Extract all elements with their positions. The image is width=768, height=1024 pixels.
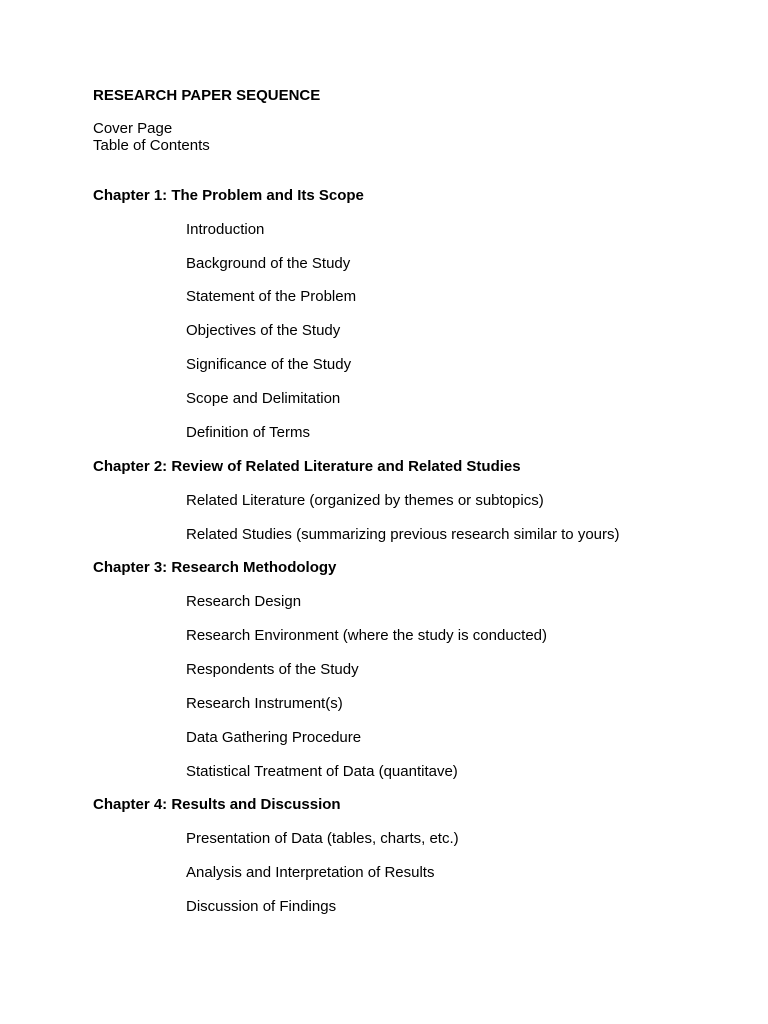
section-item: Significance of the Study (186, 356, 352, 374)
section-item: Presentation of Data (tables, charts, etc.) (186, 830, 459, 848)
section-item: Background of the Study (186, 254, 351, 272)
section-item: Analysis and Interpretation of Results (186, 864, 435, 881)
section-item: Data Gathering Procedure (186, 728, 362, 746)
section-item: Introduction (186, 220, 265, 238)
front-matter-item-cover-page: Cover Page (93, 120, 173, 137)
section-item: Related Studies (summarizing previous research similar to yours) (186, 525, 620, 543)
section-item: Objectives of the Study (186, 322, 341, 340)
section-item: Research Environment (where the study is conducted) (186, 626, 548, 644)
section-item: Respondents of the Study (186, 660, 359, 678)
section-item: Related Literature (organized by themes or subtopics) (186, 491, 544, 509)
chapter-heading: Chapter 3: Research Methodology (93, 559, 337, 577)
section-item: Research Instrument(s) (186, 694, 343, 712)
document-title: RESEARCH PAPER SEQUENCE (93, 87, 321, 104)
front-matter-list (93, 120, 210, 154)
section-item: Discussion of Findings (186, 897, 337, 915)
section-item: Statistical Treatment of Data (quantitave) (186, 762, 458, 780)
chapter-outline (93, 187, 733, 932)
chapter-heading: Chapter 2: Review of Related Literature and Related Studies (93, 457, 521, 475)
chapter-heading: Chapter 1: The Problem and Its Scope (93, 187, 364, 204)
chapter-heading: Chapter 4: Results and Discussion (93, 796, 341, 814)
section-item: Scope and Delimitation (186, 390, 341, 408)
section-item: Research Design (186, 593, 302, 611)
section-item: Definition of Terms (186, 424, 310, 442)
front-matter-item-table-of-contents: Table of Contents (93, 137, 210, 154)
section-item: Statement of the Problem (186, 288, 357, 306)
